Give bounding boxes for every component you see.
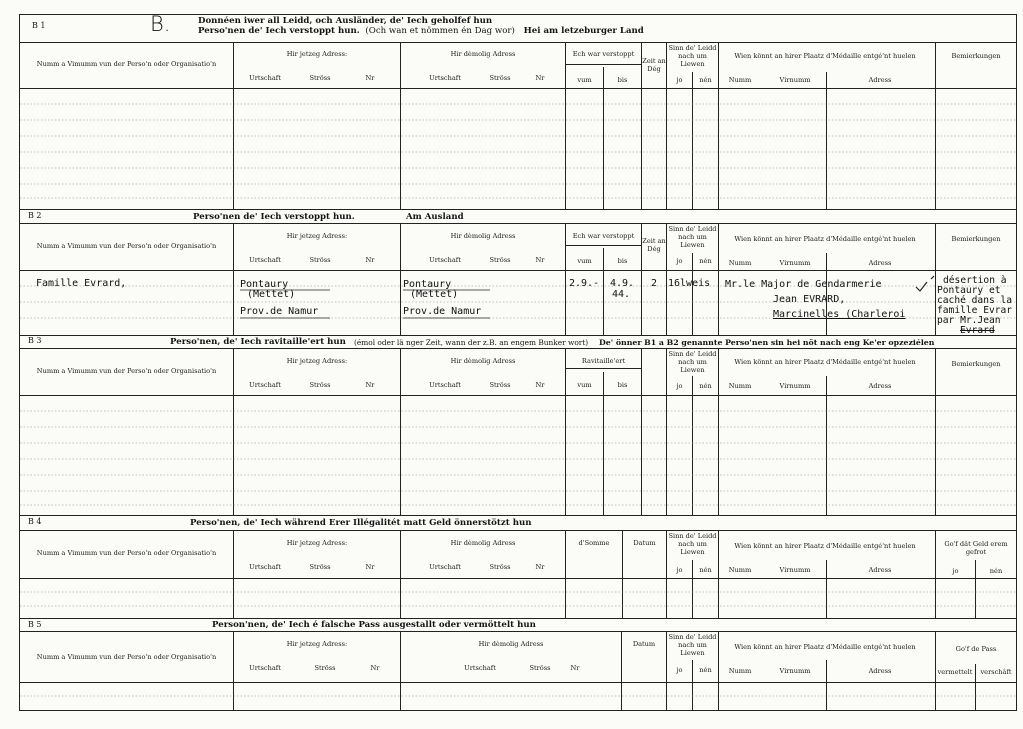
- b4-col-money-yes: jo: [952, 567, 959, 575]
- b3-col-m-name: Numm: [728, 382, 752, 390]
- b2-col-old-addr: Hir dèmolig Adress: [450, 232, 516, 240]
- b4-col-m-addr: Adress: [868, 566, 892, 574]
- b4-col-m-first: Virnumm: [779, 566, 811, 574]
- b5-col-old-nr: Nr: [570, 664, 580, 672]
- section-b4-label: B 4: [28, 517, 42, 526]
- header-line2c: Hei am letzeburger Land: [523, 26, 644, 36]
- b5-col-town: Urtschaft: [249, 664, 281, 672]
- b2-entry-to2: 44.: [612, 289, 631, 300]
- b2-col-town: Urtschaft: [249, 256, 281, 264]
- b1-col-medal: Wien könnt an hirer Plaatz d'Médaille entgé'nt huelen: [734, 52, 916, 60]
- b3-col-old-street: Ströss: [489, 381, 511, 389]
- b2-col-medal: Wien könnt an hirer Plaatz d'Médaille entgé'nt huelen: [734, 235, 916, 243]
- b2-where: Am Ausland: [406, 212, 464, 222]
- header-line1: Donnéen iwer all Leidd, och Ausländer, de' Iech geholfef hun: [198, 16, 493, 26]
- b3-col-from: vum: [577, 381, 592, 389]
- b3-col-cur-addr: Hir jetzeg Adress:: [286, 357, 348, 365]
- b2-col-m-first: Virnumm: [779, 259, 811, 267]
- b2-entry-days: 2: [651, 278, 658, 289]
- b1-col-name: Numm a Vimumm vun der Perso'n oder Organisatio'n: [36, 60, 217, 68]
- b2-entry-cur-town2: (Mettet): [247, 289, 296, 300]
- form-letter: B.: [150, 12, 171, 36]
- b2-entry-remark1: désertion à: [943, 275, 1007, 286]
- b3-title: Perso'nen, de' Iech ravitaille'ert hun: [170, 337, 346, 347]
- b4-col-money: Go'f dât Geld erem gefrot: [944, 540, 1008, 556]
- b2-col-m-addr: Adress: [868, 259, 892, 267]
- b2-entry-cur-town1: Pontaury: [240, 279, 289, 290]
- b5-col-medal: Wien könnt an hirer Plaatz d'Médaille entgé'nt huelen: [734, 643, 916, 651]
- b1-col-old-nr: Nr: [535, 74, 545, 82]
- b4-col-town: Urtschaft: [249, 563, 281, 571]
- b2-col-time: Zeit an Dég: [642, 237, 666, 253]
- b3-col-nr: Nr: [365, 381, 375, 389]
- b2-col-old-town: Urtschaft: [429, 256, 461, 264]
- b2-entry-remark6: Evrard: [960, 325, 995, 336]
- b2-entry-remark3: caché dans la: [937, 295, 1013, 306]
- b4-col-sum: d'Somme: [578, 539, 610, 547]
- b2-col-old-street: Ströss: [489, 256, 511, 264]
- b5-col-name: Numm a Vimumm vun der Perso'n oder Organisatio'n: [36, 653, 217, 661]
- b3-col-remarks: Bemierkungen: [951, 360, 1001, 368]
- b2-entry-name: Famille Evrard,: [36, 278, 127, 289]
- b2-entry-from: 2.9.-: [569, 278, 600, 289]
- b2-entry-old-town2: (Mettet): [410, 289, 459, 300]
- b1-col-m-first: Virnumm: [779, 76, 811, 84]
- b4-col-old-addr: Hir dèmolig Adress: [450, 539, 516, 547]
- b3-note: (émol oder lä nger Zeit, wann der z.B. an engem Bunker wort): [354, 338, 589, 347]
- b3-col-name: Numm a Vimumm vun der Perso'n oder Organisatio'n: [36, 367, 217, 375]
- b5-col-pass: Go'f de Pass: [955, 645, 997, 653]
- b1-col-sinn: Sinn de' Leidd nach um Liewen: [668, 44, 717, 68]
- b2-entry-medal1: Mr.le Major de Gendarmerie: [725, 279, 882, 290]
- b1-col-no: nén: [699, 76, 712, 84]
- b5-col-cur-addr: Hir jetzeg Adress:: [286, 640, 348, 648]
- b2-entry-old-town1: Pontaury: [403, 279, 452, 290]
- b3-col-street: Ströss: [309, 381, 331, 389]
- b2-entry-remark2: Pontaury et: [937, 285, 1001, 296]
- b4-col-old-nr: Nr: [535, 563, 545, 571]
- b2-title: Perso'nen de' Iech verstoppt hun.: [193, 212, 355, 222]
- b5-col-street: Ströss: [314, 664, 336, 672]
- b3-col-old-town: Urtschaft: [429, 381, 461, 389]
- b5-col-m-first: Virnumm: [779, 667, 811, 675]
- b4-col-date: Datum: [633, 539, 656, 547]
- b3-col-no: nén: [699, 382, 712, 390]
- b2-col-no: nén: [699, 257, 712, 265]
- b4-col-street: Ströss: [309, 563, 331, 571]
- b5-col-date: Datum: [632, 640, 656, 648]
- b2-col-yes: jo: [676, 257, 683, 265]
- section-b3-label: B 3: [28, 336, 42, 345]
- b4-col-m-name: Numm: [728, 566, 752, 574]
- b2-col-cur-addr: Hir jetzeg Adress:: [286, 232, 348, 240]
- b5-col-yes: jo: [676, 666, 683, 674]
- b5-col-no: nén: [699, 666, 712, 674]
- b4-col-old-street: Ströss: [489, 563, 511, 571]
- b5-col-issued: vermettelt: [937, 668, 973, 676]
- b2-col-nr: Nr: [365, 256, 375, 264]
- b2-entry-to1: 4.9.: [610, 278, 635, 289]
- b2-col-name: Numm a Vimumm vun der Perso'n oder Organisatio'n: [36, 242, 217, 250]
- b3-col-m-first: Virnumm: [779, 382, 811, 390]
- b1-col-from: vum: [577, 76, 592, 84]
- header-line2b: (Och wan et nömmen én Dag wor): [365, 26, 515, 36]
- b3-col-to: bis: [617, 381, 628, 389]
- b1-col-m-addr: Adress: [868, 76, 892, 84]
- b3-col-sinn: Sinn de' Leidd nach um Liewen: [668, 350, 717, 374]
- b1-col-m-name: Numm: [728, 76, 752, 84]
- b1-col-nr: Nr: [365, 74, 375, 82]
- b2-entry-alive: 16lweis: [668, 278, 711, 289]
- b2-col-remarks: Bemierkungen: [951, 235, 1001, 243]
- b1-col-old-town: Urtschaft: [429, 74, 461, 82]
- b3-col-yes: jo: [676, 382, 683, 390]
- b4-col-name: Numm a Vimumm vun der Perso'n oder Organisatio'n: [36, 549, 217, 557]
- b5-col-old-town: Urtschaft: [464, 664, 496, 672]
- header-line2: [198, 26, 644, 36]
- b5-col-old-street: Ströss: [529, 664, 551, 672]
- b3-note2: De' önner B1 a B2 genannte Perso'nen sin hei nöt nach eng Ke'er opzeziélen: [599, 338, 935, 347]
- b1-col-yes: jo: [676, 76, 683, 84]
- b2-col-hidden: Ech war verstoppt: [572, 232, 635, 240]
- b4-col-cur-addr: Hir jetzeg Adress:: [286, 539, 348, 547]
- b2-col-street: Ströss: [309, 256, 331, 264]
- b1-col-cur-addr: Hir jetzeg Adress:: [286, 50, 348, 58]
- b3-col-town: Urtschaft: [249, 381, 281, 389]
- b1-col-old-addr: Hir dèmolig Adress: [450, 50, 516, 58]
- b4-col-medal: Wien könnt an hirer Plaatz d'Médaille entgé'nt huelen: [734, 542, 916, 550]
- b4-col-nr: Nr: [365, 563, 375, 571]
- b5-col-old-addr: Hir dèmolig Adress: [478, 640, 544, 648]
- b2-entry-remark4: famille Evrar: [937, 305, 1013, 316]
- section-b1-label: B 1: [32, 21, 46, 30]
- b1-col-time: Zeit an Dég: [642, 57, 666, 73]
- section-b5-label: B 5: [28, 620, 42, 629]
- b4-title: Perso'nen, de' Iech während Erer Illégalitét matt Geld önnerstötzt hun: [190, 518, 532, 528]
- b3-col-medal: Wien könnt an hirer Plaatz d'Médaille entgé'nt huelen: [734, 358, 916, 366]
- b5-col-m-name: Numm: [728, 667, 752, 675]
- section-b2-label: B 2: [28, 211, 42, 220]
- b4-col-no: nén: [699, 566, 712, 574]
- b1-col-remarks: Bemierkungen: [951, 52, 1001, 60]
- b2-entry-medal3: Marcinelles (Charleroi: [773, 309, 906, 320]
- b3-col-old-addr: Hir dèmolig Adress: [450, 357, 516, 365]
- b3-col-m-addr: Adress: [868, 382, 892, 390]
- b4-col-money-no: nén: [989, 567, 1003, 575]
- b1-col-street: Ströss: [309, 74, 331, 82]
- b2-col-to: bis: [617, 257, 628, 265]
- b1-col-old-street: Ströss: [489, 74, 511, 82]
- b5-col-sinn: Sinn de' Leidd nach um Liewen: [668, 633, 717, 657]
- b5-col-versch: verschâft: [980, 668, 1012, 676]
- b4-col-yes: jo: [676, 566, 683, 574]
- b3-col-ravit: Ravitaille'ert: [581, 357, 626, 365]
- b4-col-sinn: Sinn de' Leidd nach um Liewen: [668, 532, 717, 556]
- b4-col-old-town: Urtschaft: [429, 563, 461, 571]
- b2-col-from: vum: [577, 257, 592, 265]
- b2-col-m-name: Numm: [728, 259, 752, 267]
- b1-col-to: bis: [617, 76, 628, 84]
- b1-col-hidden: Ech war verstoppt: [572, 50, 635, 58]
- b2-entry-cur-prov: Prov.de Namur: [240, 306, 319, 317]
- b2-entry-old-prov: Prov.de Namur: [403, 306, 482, 317]
- b1-col-town: Urtschaft: [249, 74, 281, 82]
- header-line2a: Perso'nen de' Iech verstoppt hun.: [198, 26, 360, 36]
- b2-col-old-nr: Nr: [535, 256, 545, 264]
- b5-title: Person'nen, de' Iech é falsche Pass ausgestallt oder vermöttelt hun: [212, 620, 536, 630]
- b3-col-old-nr: Nr: [535, 381, 545, 389]
- b2-col-sinn: Sinn de' Leidd nach um Liewen: [668, 225, 717, 249]
- b2-entry-remark5: par Mr.Jean: [937, 315, 1001, 326]
- b2-entry-medal2: Jean EVRARD,: [773, 294, 846, 305]
- b5-col-nr: Nr: [370, 664, 380, 672]
- b5-col-m-addr: Adress: [868, 667, 892, 675]
